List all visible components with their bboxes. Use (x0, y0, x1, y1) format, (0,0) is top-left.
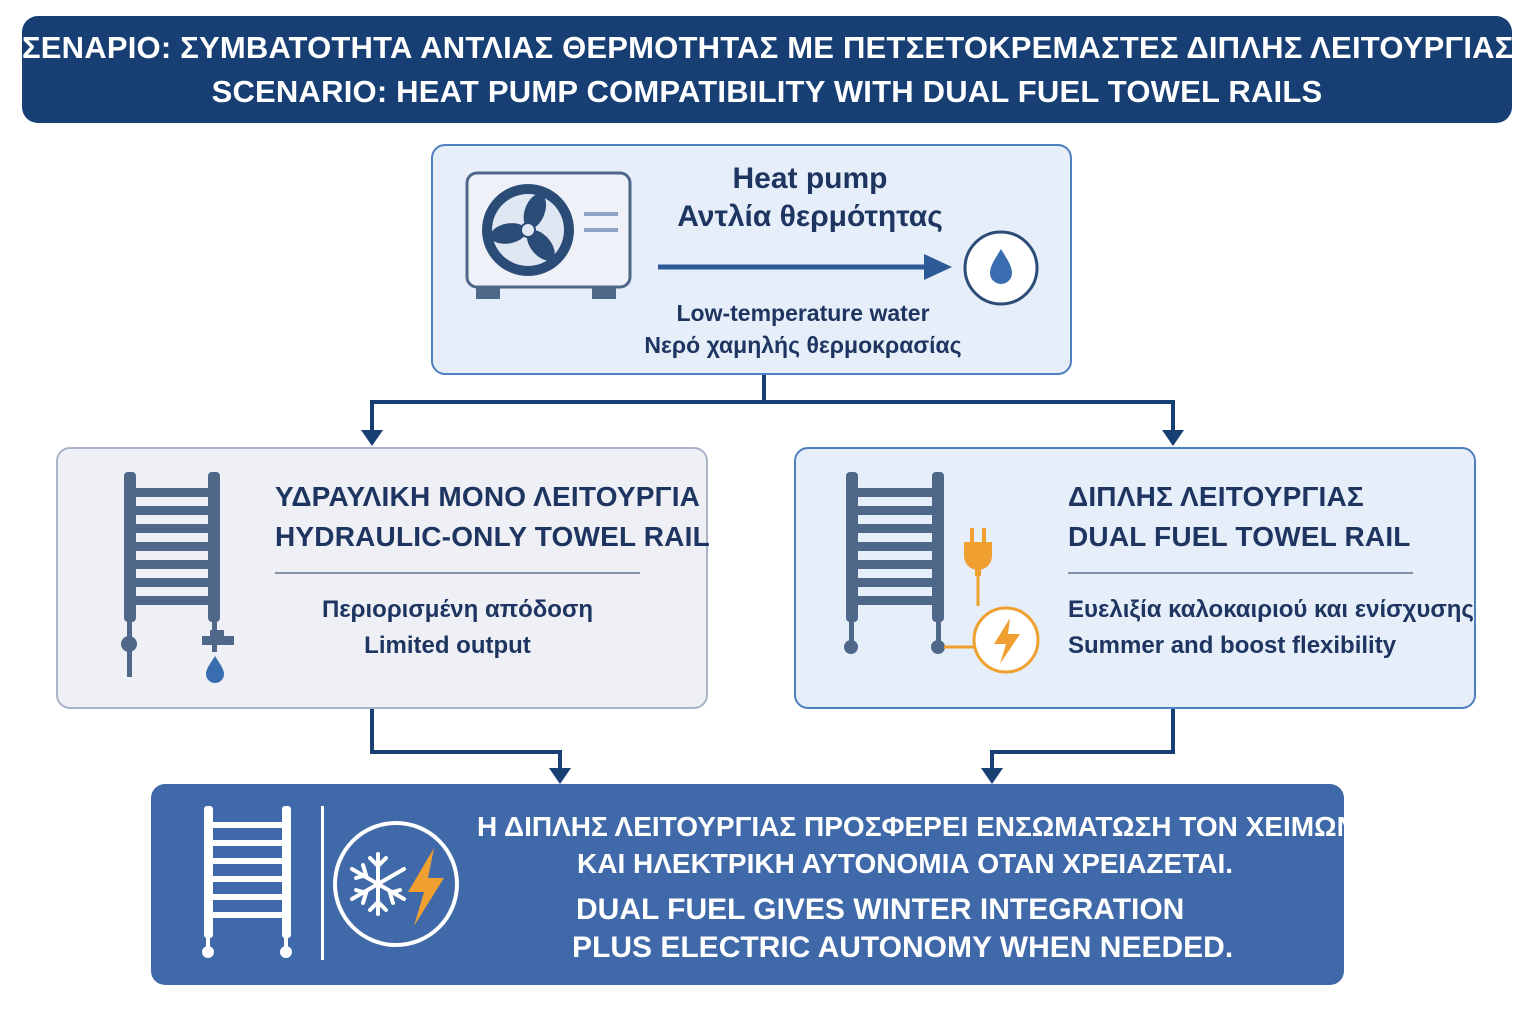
heat-pump-output-gr: Νερό χαμηλής θερμοκρασίας (644, 332, 962, 358)
connector-right-down (992, 709, 1173, 770)
heat-pump-output-en: Low-temperature water (676, 300, 930, 326)
snowflake-icon (330, 816, 470, 956)
dual-fuel-divider (1068, 572, 1413, 574)
conclusion-line2-gr: ΚΑΙ ΗΛΕΚΤΡΙΚΗ ΑΥΤΟΝΟΜΙΑ ΟΤΑΝ ΧΡΕΙΑΖΕΤΑΙ. (577, 848, 1234, 879)
hydraulic-note-gr: Περιορισμένη απόδοση (321, 596, 594, 623)
title-english: SCENARIO: HEAT PUMP COMPATIBILITY WITH DUAL FUEL TOWEL RAILS (211, 74, 1323, 109)
heat-pump-title-en: Heat pump (732, 162, 888, 195)
lightning-icon (974, 608, 1038, 672)
hydraulic-heading-en: HYDRAULIC-ONLY TOWEL RAIL (275, 521, 710, 552)
dual-fuel-note-en: Summer and boost flexibility (1068, 632, 1397, 659)
water-drop-icon (206, 656, 224, 683)
dual-fuel-heading-en: DUAL FUEL TOWEL RAIL (1068, 521, 1411, 552)
plug-icon (964, 528, 992, 576)
lightning-icon (408, 848, 444, 926)
arrowhead-right (1162, 430, 1184, 446)
arrowhead-left (361, 430, 383, 446)
title-greek: ΣΕΝΑΡΙΟ: ΣΥΜΒΑΤΟΤΗΤΑ ΑΝΤΛΙΑΣ ΘΕΡΜΟΤΗΤΑΣ ΜΕ ΠΕΤΣΕΤΟΚΡΕΜΑΣΤΕΣ ΔΙΠΛΗΣ ΛΕΙΤΟΥΡΓΙΑΣ (22, 30, 1514, 65)
hydraulic-divider (275, 572, 640, 574)
conclusion-line1-en: DUAL FUEL GIVES WINTER INTEGRATION (576, 893, 1185, 926)
hydraulic-heading-gr: ΥΔΡΑΥΛΙΚΗ ΜΟΝΟ ΛΕΙΤΟΥΡΓΙΑ (275, 481, 701, 512)
connector-left-down (372, 709, 560, 770)
conclusion-divider (321, 806, 324, 960)
heat-pump-title-gr: Αντλία θερμότητας (677, 200, 943, 233)
arrow-right-icon (656, 250, 956, 290)
connector-top-split (372, 375, 764, 432)
conclusion-line2-en: PLUS ELECTRIC AUTONOMY WHEN NEEDED. (572, 931, 1234, 964)
dual-fuel-note-gr: Ευελιξία καλοκαιριού και ενίσχυσης (1068, 596, 1474, 623)
arrowhead-bottom-right (981, 768, 1003, 784)
conclusion-line1-gr: Η ΔΙΠΛΗΣ ΛΕΙΤΟΥΡΓΙΑΣ ΠΡΟΣΦΕΡΕΙ ΕΝΣΩΜΑΤΩΣΗ ΤΟΝ ΧΕΙΜΩΝΑ (477, 811, 1378, 842)
dual-fuel-heading-gr: ΔΙΠΛΗΣ ΛΕΙΤΟΥΡΓΙΑΣ (1068, 481, 1364, 512)
hydraulic-note-en: Limited output (364, 632, 531, 659)
towel-rail-icon (196, 800, 316, 970)
towel-rail-icon (838, 468, 1058, 688)
towel-rail-icon (110, 468, 250, 688)
arrowhead-bottom-left (549, 768, 571, 784)
connector-top-right (764, 402, 1173, 432)
